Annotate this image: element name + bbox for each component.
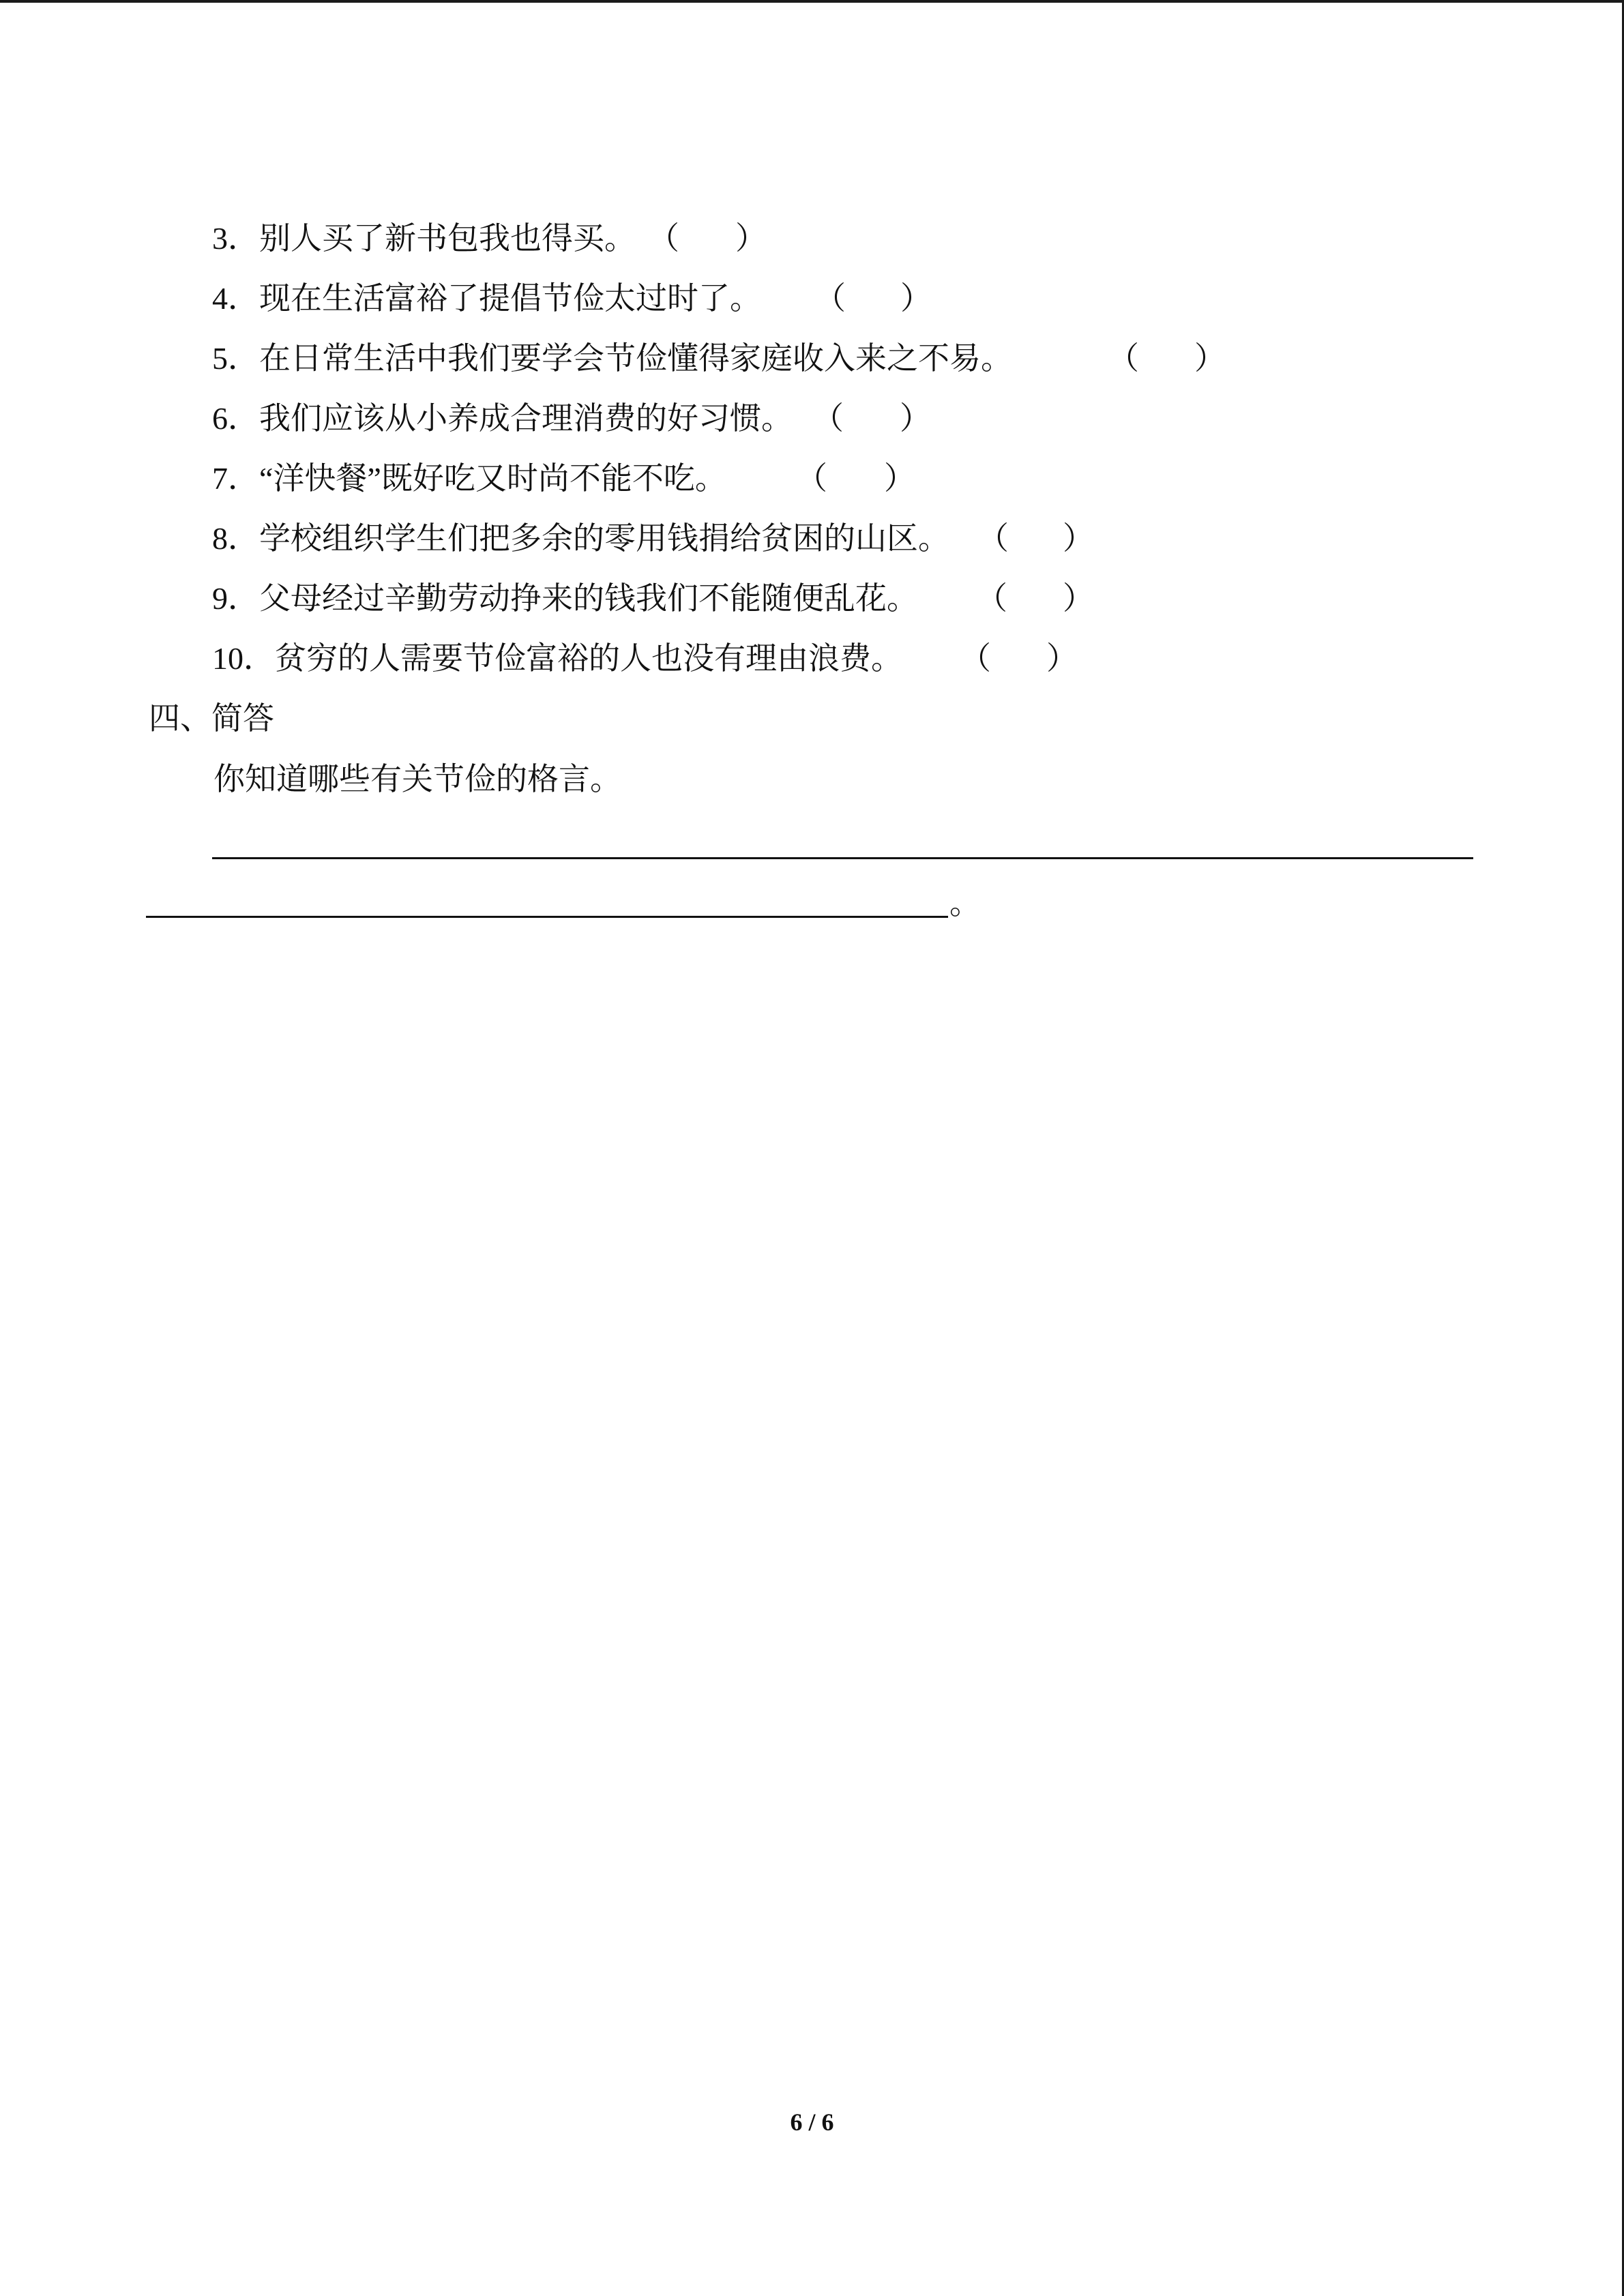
question-5 bbox=[212, 340, 1012, 378]
answer-blank-open[interactable]: （ bbox=[976, 581, 1007, 616]
answer-blank-open[interactable]: （ bbox=[814, 281, 846, 316]
answer-line-2[interactable] bbox=[146, 916, 948, 918]
question-text: 学校组织学生们把多余的零用钱捐给贫困的山区。 bbox=[259, 521, 949, 556]
answer-blank-close: ） bbox=[735, 221, 767, 256]
question-text: 我们应该从小养成合理消费的好习惯。 bbox=[259, 401, 793, 436]
answer-blank-open[interactable]: （ bbox=[812, 401, 844, 436]
question-text: “洋快餐”既好吃又时尚不能不吃。 bbox=[259, 461, 726, 496]
answer-blank-open[interactable]: （ bbox=[960, 641, 991, 676]
question-number: 9． bbox=[212, 581, 259, 616]
question-number: 5． bbox=[212, 341, 259, 376]
question-9 bbox=[212, 580, 918, 618]
question-text: 在日常生活中我们要学会节俭懂得家庭收入来之不易。 bbox=[259, 341, 1012, 376]
question-10 bbox=[212, 640, 902, 678]
question-number: 10． bbox=[212, 641, 275, 676]
section-heading: 四、简答 bbox=[149, 701, 274, 736]
answer-blank-close: ） bbox=[1046, 641, 1078, 676]
question-7 bbox=[212, 460, 726, 498]
answer-line-1[interactable] bbox=[212, 857, 1473, 859]
question-6 bbox=[212, 400, 793, 438]
page-number: 6 / 6 bbox=[790, 2108, 834, 2136]
answer-blank-close: ） bbox=[1063, 521, 1094, 556]
question-8 bbox=[212, 520, 949, 558]
answer-blank-close: ） bbox=[884, 461, 915, 496]
answer-blank-open[interactable]: （ bbox=[1108, 341, 1139, 376]
answer-blank-open[interactable]: （ bbox=[977, 521, 1009, 556]
answer-blank-close: ） bbox=[900, 401, 931, 436]
question-text: 父母经过辛勤劳动挣来的钱我们不能随便乱花。 bbox=[259, 581, 918, 616]
question-text: 别人买了新书包我也得买。 bbox=[259, 221, 636, 256]
question-3 bbox=[212, 220, 636, 258]
answer-blank-open[interactable]: （ bbox=[648, 221, 679, 256]
answer-blank-open[interactable]: （ bbox=[796, 461, 827, 496]
answer-end-mark: 。 bbox=[949, 886, 981, 921]
question-4 bbox=[212, 280, 761, 318]
question-number: 8． bbox=[212, 521, 259, 556]
question-number: 6． bbox=[212, 401, 259, 436]
question-text: 现在生活富裕了提倡节俭太过时了。 bbox=[259, 281, 761, 316]
question-number: 4． bbox=[212, 281, 259, 316]
question-number: 7． bbox=[212, 461, 259, 496]
answer-blank-close: ） bbox=[1063, 581, 1094, 616]
answer-blank-close: ） bbox=[900, 281, 932, 316]
question-number: 3． bbox=[212, 221, 259, 256]
answer-blank-close: ） bbox=[1194, 341, 1226, 376]
question-text: 贫穷的人需要节俭富裕的人也没有理由浪费。 bbox=[275, 641, 902, 676]
section-prompt: 你知道哪些有关节俭的格言。 bbox=[213, 762, 621, 796]
